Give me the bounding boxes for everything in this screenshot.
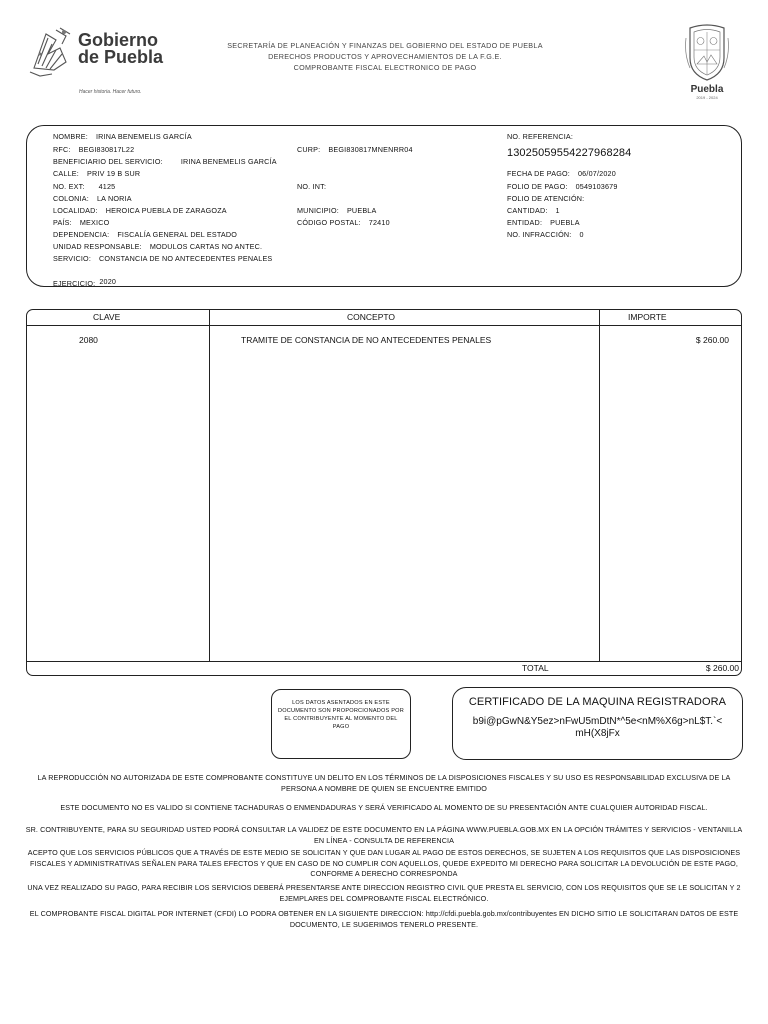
header-line1: SECRETARÍA DE PLANEACIÓN Y FINANZAS DEL GOBIERNO DEL ESTADO DE PUEBLA (227, 41, 543, 50)
taxpayer-info-box (26, 125, 742, 287)
field-pais (53, 218, 109, 227)
rfc-value: BEGI830817L22 (78, 145, 135, 154)
row-importe: $ 260.00 (695, 335, 729, 345)
field-entidad (507, 218, 580, 227)
seal-years: 2019 - 2024 (696, 95, 718, 100)
table-header (27, 310, 741, 326)
field-unidad (53, 242, 262, 251)
pais-value: MEXICO (79, 218, 110, 227)
dependencia-label: DEPENDENCIA: (53, 230, 110, 239)
fecha-label: FECHA DE PAGO: (507, 169, 570, 178)
field-colonia (53, 194, 132, 203)
field-beneficiario (53, 157, 277, 166)
field-calle (53, 169, 140, 178)
beneficiario-value: IRINA BENEMELIS GARCÍA (180, 157, 277, 166)
field-infraccion (507, 230, 584, 239)
ejercicio-value: 2020 (99, 277, 117, 286)
folio-pago-value: 0549103679 (575, 182, 618, 191)
field-curp (297, 145, 413, 154)
legal-paragraph: LA REPRODUCCIÓN NO AUTORIZADA DE ESTE COMPROBANTE CONSTITUYE UN DELITO EN LOS TÉRMINOS DE LA DISPOSICIONES FISCALES Y SU USO ES RESPONSABILIDAD EXCLUSIVA DE LA PERSONA A NOMBRE DE QUIEN SE ENCUENTRE EMITIDO (37, 773, 731, 793)
entidad-value: PUEBLA (550, 218, 580, 227)
col-importe-header: IMPORTE (628, 312, 667, 322)
field-folio-pago (507, 182, 618, 191)
certificate-title: CERTIFICADO DE LA MAQUINA REGISTRADORA (468, 696, 727, 708)
note-box: LOS DATOS ASENTADOS EN ESTE DOCUMENTO SON PROPORCIONADOS POR EL CONTRIBUYENTE AL MOMENTO DEL PAGO (271, 689, 411, 759)
municipio-value: PUEBLA (346, 206, 377, 215)
unidad-value: MODULOS CARTAS NO ANTEC. (149, 242, 263, 251)
field-dependencia (53, 230, 237, 239)
legal-paragraph: ACEPTO QUE LOS SERVICIOS PÚBLICOS QUE A TRAVÉS DE ESTE MEDIO SE SOLICITAN Y QUE DAN LUGAR AL PAGO DE ESTOS DERECHOS, SE SUJETEN A LOS REQUISITOS QUE LAS DISPOSICIONES FISCALES Y ADMINISTRATIVAS SEÑALEN PARA TALES EFECTOS Y QUE EN CASO DE NO CUMPLIR CON AQUELLOS, QUEDE EXPEDITO MI DERECHO PARA SOLICITAR LA DEVOLUCIÓN DE ESTE PAGO, CONFORME A DERECHO CORRESPONDA (27, 848, 741, 878)
col-clave-header: CLAVE (93, 312, 121, 322)
logo-name-line2: de Puebla (78, 47, 164, 67)
colonia-label: COLONIA: (53, 194, 89, 203)
infraccion-label: NO. INFRACCIÓN: (507, 230, 572, 239)
field-cantidad (507, 206, 560, 215)
field-localidad (53, 206, 227, 215)
nombre-value: IRINA BENEMELIS GARCÍA (95, 132, 192, 141)
fecha-value: 06/07/2020 (577, 169, 616, 178)
cp-label: CÓDIGO POSTAL: (297, 218, 361, 227)
field-rfc (53, 145, 134, 154)
logo-name-line1: Gobierno (78, 30, 158, 50)
cantidad-value: 1 (555, 206, 560, 215)
certificate-code: b9i@pGwN&Y5ez>nFwU5mDtN*^5e<nM%X6g>nL$T.`< mH(X8jFx (472, 716, 723, 739)
no-ext-label: NO. EXT: (53, 182, 85, 191)
beneficiario-label: BENEFICIARIO DEL SERVICIO: (53, 157, 163, 166)
calle-label: CALLE: (53, 169, 79, 178)
field-servicio (53, 254, 272, 263)
servicio-label: SERVICIO: (53, 254, 92, 263)
total-value: $ 260.00 (705, 663, 739, 673)
curp-label: CURP: (297, 145, 321, 154)
no-ext-value: 4125 (98, 182, 116, 191)
entidad-label: ENTIDAD: (507, 218, 543, 227)
legal-paragraph: UNA VEZ REALIZADO SU PAGO, PARA RECIBIR LOS SERVICIOS DEBERÁ PRESENTARSE ANTE DIRECCION REGISTRO CIVIL QUE PRESTA EL SERVICIO, CON LOS REQUISITOS QUE SE LE SOLICITAN Y 2 EJEMPLARES DEL COMPROBANTE FISCAL ELECTRÓNICO. (27, 883, 741, 903)
dependencia-value: FISCALÍA GENERAL DEL ESTADO (117, 230, 238, 239)
document-header (180, 40, 590, 73)
total-label: TOTAL (522, 663, 549, 673)
logo-name (78, 32, 163, 66)
certificate-box (452, 687, 743, 760)
field-municipio (297, 206, 377, 215)
column-divider (209, 310, 210, 661)
column-divider (599, 310, 600, 661)
col-concepto-header: CONCEPTO (347, 312, 396, 322)
nombre-label: NOMBRE: (53, 132, 88, 141)
coat-of-arms-icon (684, 24, 730, 82)
seal-name: Puebla (690, 84, 724, 95)
field-no-int (297, 182, 334, 191)
curp-value: BEGI830817MNENRR04 (328, 145, 413, 154)
folio-pago-label: FOLIO DE PAGO: (507, 182, 568, 191)
legal-paragraph: ESTE DOCUMENTO NO ES VALIDO SI CONTIENE TACHADURAS O ENMENDADURAS Y SERÁ VERIFICADO AL MOMENTO DE SU PRESENTACIÓN ANTE CUALQUIER AUTORIDAD FISCAL. (60, 803, 708, 812)
unidad-label: UNIDAD RESPONSABLE: (53, 242, 142, 251)
infraccion-value: 0 (579, 230, 584, 239)
cantidad-label: CANTIDAD: (507, 206, 548, 215)
no-int-label: NO. INT: (297, 182, 327, 191)
pais-label: PAÍS: (53, 218, 72, 227)
ejercicio-label: EJERCICIO: (53, 279, 96, 288)
localidad-value: HEROICA PUEBLA DE ZARAGOZA (105, 206, 227, 215)
field-nombre (53, 132, 192, 141)
cp-value: 72410 (368, 218, 390, 227)
row-clave: 2080 (79, 335, 98, 345)
puebla-seal (682, 24, 732, 102)
localidad-label: LOCALIDAD: (53, 206, 98, 215)
referencia-label: NO. REFERENCIA: (507, 132, 574, 141)
items-table (26, 309, 742, 676)
logo-tagline: Hacer historia. Hacer futuro. (79, 89, 142, 95)
legal-paragraph: EL COMPROBANTE FISCAL DIGITAL POR INTERNET (CFDI) LO PODRA OBTENER EN LA SIGUIENTE DIRECCION: http://cfdi.puebla.gob.mx/contribuyentes EN DICHO SITIO LE SOLICITARAN DATOS DE ESTE DOCUMENTO, LE SUGERIMOS TENERLO PRESENTE. (29, 909, 739, 929)
gobierno-puebla-logo (26, 24, 176, 100)
folio-atencion-label: FOLIO DE ATENCIÓN: (507, 194, 585, 203)
municipio-label: MUNICIPIO: (297, 206, 339, 215)
header-line3: COMPROBANTE FISCAL ELECTRONICO DE PAGO (293, 63, 477, 72)
total-divider (27, 661, 741, 662)
referencia-value: 13025059554227968284 (507, 147, 632, 159)
calle-value: PRIV 19 B SUR (86, 169, 141, 178)
header-line2: DERECHOS PRODUCTOS Y APROVECHAMIENTOS DE LA F.G.E. (268, 52, 502, 61)
puebla-logo-icon (26, 24, 74, 80)
field-cp (297, 218, 390, 227)
row-concepto: TRAMITE DE CONSTANCIA DE NO ANTECEDENTES PENALES (241, 335, 492, 345)
legal-paragraph: SR. CONTRIBUYENTE, PARA SU SEGURIDAD USTED PODRÁ CONSULTAR LA VALIDEZ DE ESTE DOCUMENTO EN LA PÁGINA WWW.PUEBLA.GOB.MX EN LA OPCIÓN TRÁMITES Y SERVICIOS - VENTANILLA EN LÍNEA - CONSULTA DE REFERENCIA (25, 825, 743, 845)
colonia-value: LA NORIA (96, 194, 132, 203)
rfc-label: RFC: (53, 145, 71, 154)
servicio-value: CONSTANCIA DE NO ANTECEDENTES PENALES (99, 254, 273, 263)
field-ejercicio (53, 279, 116, 288)
field-no-ext (53, 182, 115, 191)
field-fecha (507, 169, 616, 178)
field-folio-atencion (507, 194, 592, 203)
